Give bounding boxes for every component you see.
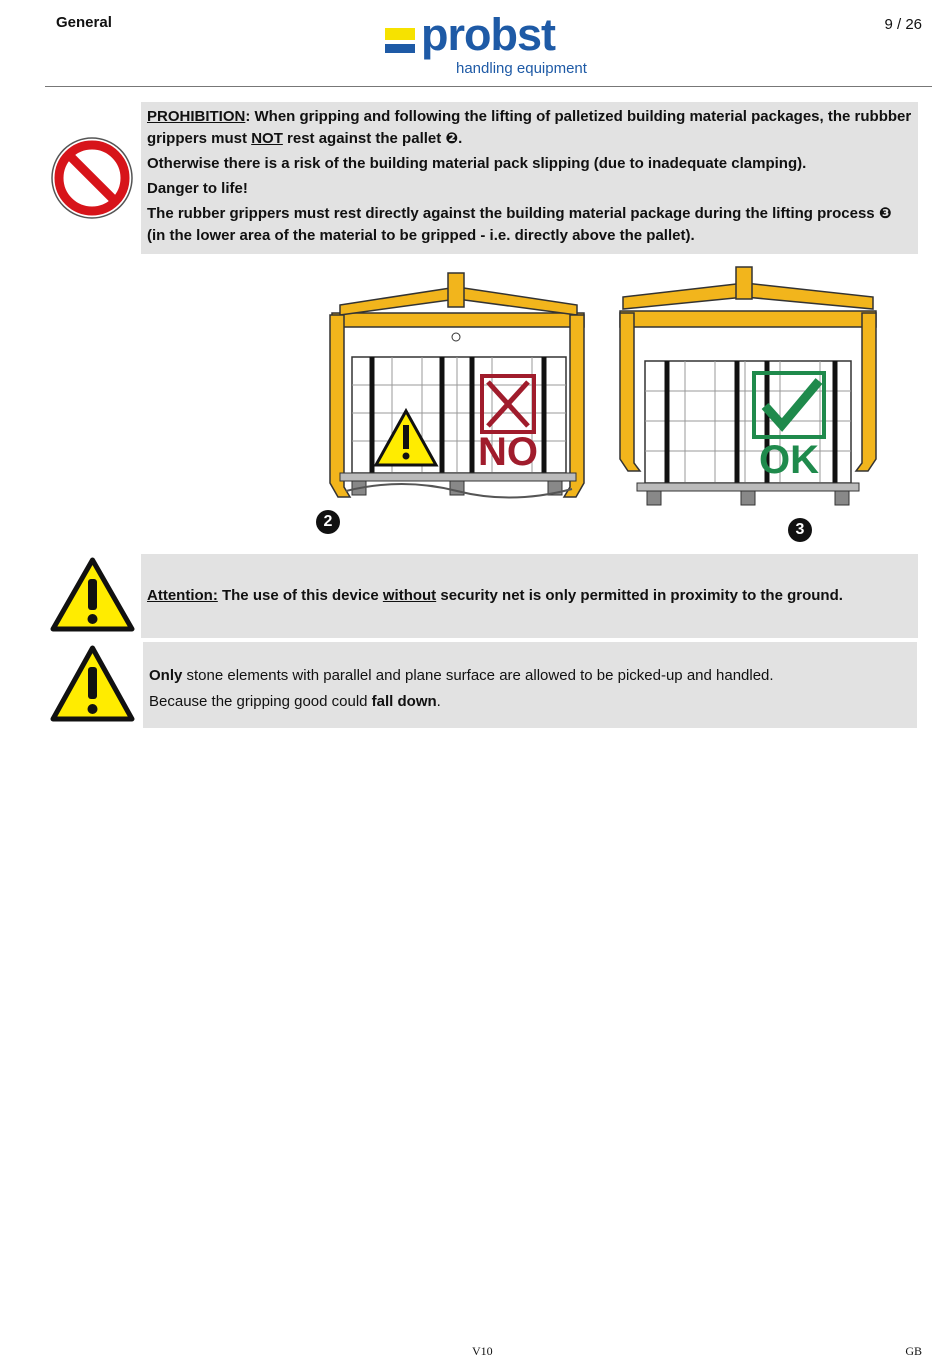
surface-line-1-text: stone elements with parallel and plane surface are allowed to be picked-up and handled.	[182, 667, 774, 684]
surface-line-2-end: .	[436, 693, 441, 710]
figure-marker-2: 2	[316, 510, 340, 534]
prohibition-notice	[141, 102, 918, 254]
material-stack	[645, 361, 851, 491]
no-label: NO	[478, 430, 538, 474]
not-emphasis: NOT	[251, 130, 283, 147]
page-number: 9 / 26	[884, 16, 922, 33]
danger-to-life-text: Danger to life!	[147, 180, 248, 197]
probst-logo	[385, 9, 605, 80]
prohibition-label: PROHIBITION	[147, 108, 246, 125]
surface-line-2	[149, 689, 911, 715]
attention-text-start: The use of this device	[217, 587, 383, 604]
prohibition-paragraph-1	[147, 106, 912, 150]
pallet	[637, 483, 859, 505]
prohibition-text: : When gripping and following the lifting of palletized building material packages, the rubbber grippers must	[147, 108, 912, 147]
prohibition-period: .	[458, 130, 463, 147]
prohibition-text-end: rest against the pallet	[282, 130, 446, 147]
prohibition-sign-icon	[50, 136, 134, 220]
header-divider	[45, 86, 932, 87]
slip-risk-text: Otherwise there is a risk of the building material pack slipping (due to inadequate clamping).	[147, 155, 807, 172]
fall-down-emphasis: fall down	[371, 693, 437, 710]
logo-blue-bar	[385, 44, 415, 53]
document-language: GB	[905, 1344, 922, 1358]
section-title: General	[56, 14, 112, 31]
surface-line-1	[149, 663, 911, 689]
attention-label: Attention:	[147, 587, 218, 604]
logo-tagline: handling equipment	[456, 60, 587, 77]
figure-marker-3: 3	[788, 518, 812, 542]
attention-text-end: security net is only permitted in proximity to the ground.	[436, 587, 843, 604]
only-emphasis: Only	[149, 667, 183, 684]
pallet	[340, 473, 576, 498]
gripper-correct-figure	[615, 263, 880, 513]
grip-instruction-detail: (in the lower area of the material to be gripped - i.e. directly above the pallet).	[147, 227, 695, 244]
logo-wordmark: probst	[421, 9, 555, 60]
ok-label: OK	[759, 438, 819, 482]
grip-instruction-text: The rubber grippers must rest directly against the building material package during the lifting process	[147, 205, 879, 222]
logo-yellow-bar	[385, 28, 415, 40]
gripper-wrong-figure	[322, 265, 592, 505]
marker-3-inline: ❸	[878, 205, 892, 222]
warning-triangle-icon	[50, 645, 135, 723]
attention-text	[147, 585, 843, 607]
without-emphasis: without	[382, 587, 437, 604]
grip-instruction	[147, 203, 912, 247]
surface-line-2-text: Because the gripping good could	[149, 693, 372, 710]
warning-triangle-icon	[50, 557, 135, 633]
marker-2-inline: ❷	[445, 130, 459, 147]
document-version: V10	[472, 1344, 493, 1358]
attention-notice	[141, 554, 918, 638]
surface-notice	[143, 642, 917, 728]
